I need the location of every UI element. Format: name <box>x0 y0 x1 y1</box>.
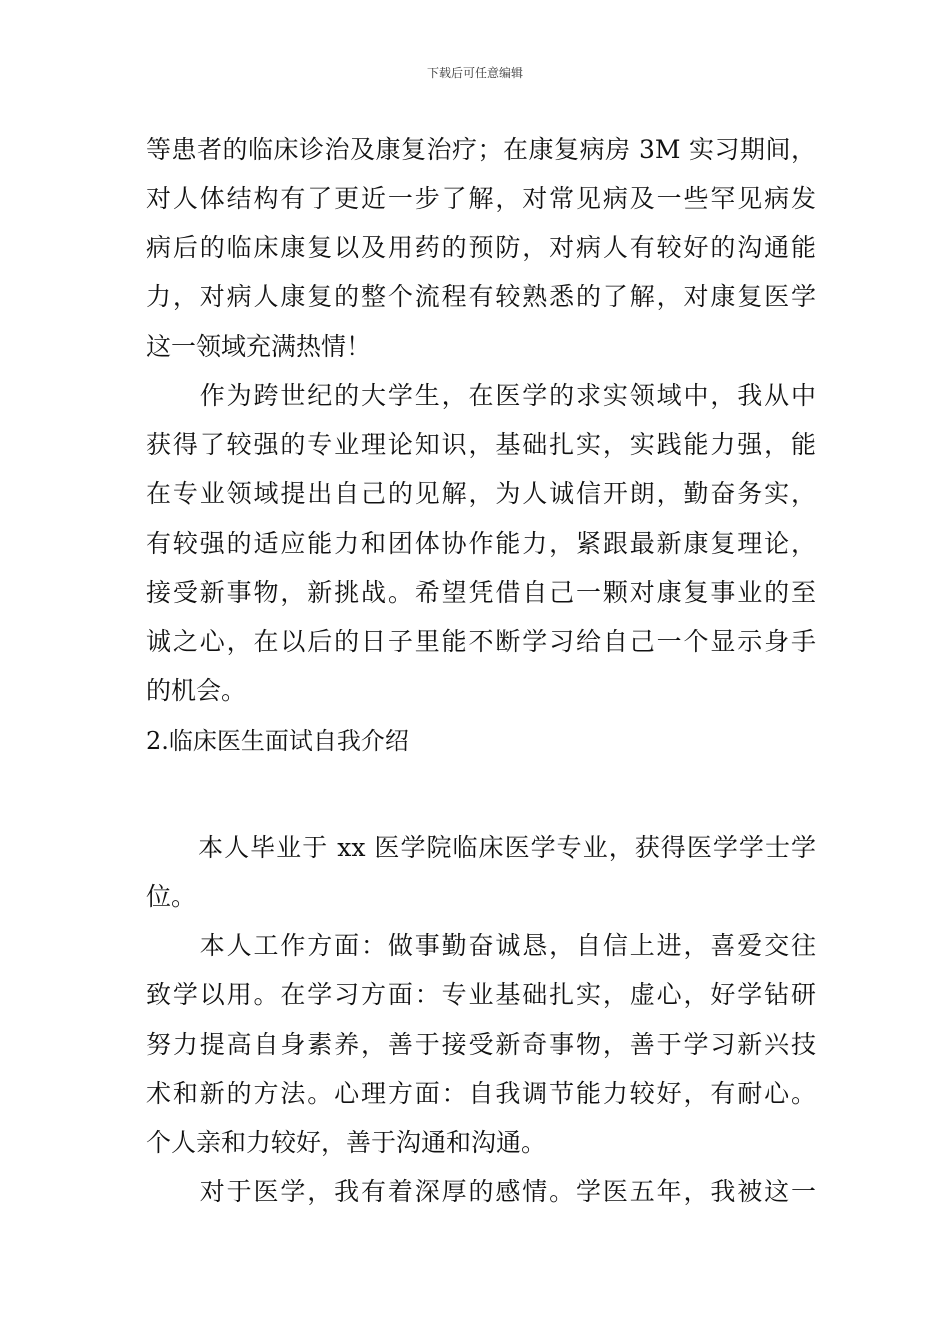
body-line: 对于医学，我有着深厚的感情。学医五年，我被这一 <box>146 1177 816 1206</box>
body-line: 获得了较强的专业理论知识，基础扎实，实践能力强，能 <box>146 430 816 459</box>
body-line: 在专业领域提出自己的见解，为人诚信开朗，勤奋务实， <box>146 479 816 508</box>
body-line: 本人工作方面：做事勤奋诚恳，自信上进，喜爱交往 <box>146 931 816 960</box>
body-line: 接受新事物，新挑战。希望凭借自己一颗对康复事业的至 <box>146 578 816 607</box>
body-line: 有较强的适应能力和团体协作能力，紧跟最新康复理论， <box>146 529 816 558</box>
body-line: 这一领域充满热情！ <box>146 332 372 361</box>
body-line: 本人毕业于 xx 医学院临床医学专业，获得医学学士学 <box>146 833 816 862</box>
page-header-note: 下载后可任意编辑 <box>426 66 523 80</box>
body-line: 力，对病人康复的整个流程有较熟悉的了解，对康复医学 <box>146 282 816 311</box>
body-line: 病后的临床康复以及用药的预防，对病人有较好的沟通能 <box>146 233 816 262</box>
body-line: 的机会。 <box>146 676 247 705</box>
body-line: 对人体结构有了更近一步了解，对常见病及一些罕见病发 <box>146 184 816 213</box>
body-line: 个人亲和力较好，善于沟通和沟通。 <box>146 1128 547 1157</box>
body-line: 位。 <box>146 882 197 911</box>
section-heading: 2.临床医生面试自我介绍 <box>146 727 409 755</box>
body-line: 致学以用。在学习方面：专业基础扎实，虚心，好学钻研 <box>146 980 816 1009</box>
body-line: 作为跨世纪的大学生，在医学的求实领域中，我从中 <box>146 381 816 410</box>
body-line: 术和新的方法。心理方面：自我调节能力较好，有耐心。 <box>146 1079 816 1108</box>
body-line: 努力提高自身素养，善于接受新奇事物，善于学习新兴技 <box>146 1030 816 1059</box>
body-line: 诚之心，在以后的日子里能不断学习给自己一个显示身手 <box>146 627 816 656</box>
body-line: 等患者的临床诊治及康复治疗；在康复病房 3M 实习期间， <box>146 135 816 164</box>
